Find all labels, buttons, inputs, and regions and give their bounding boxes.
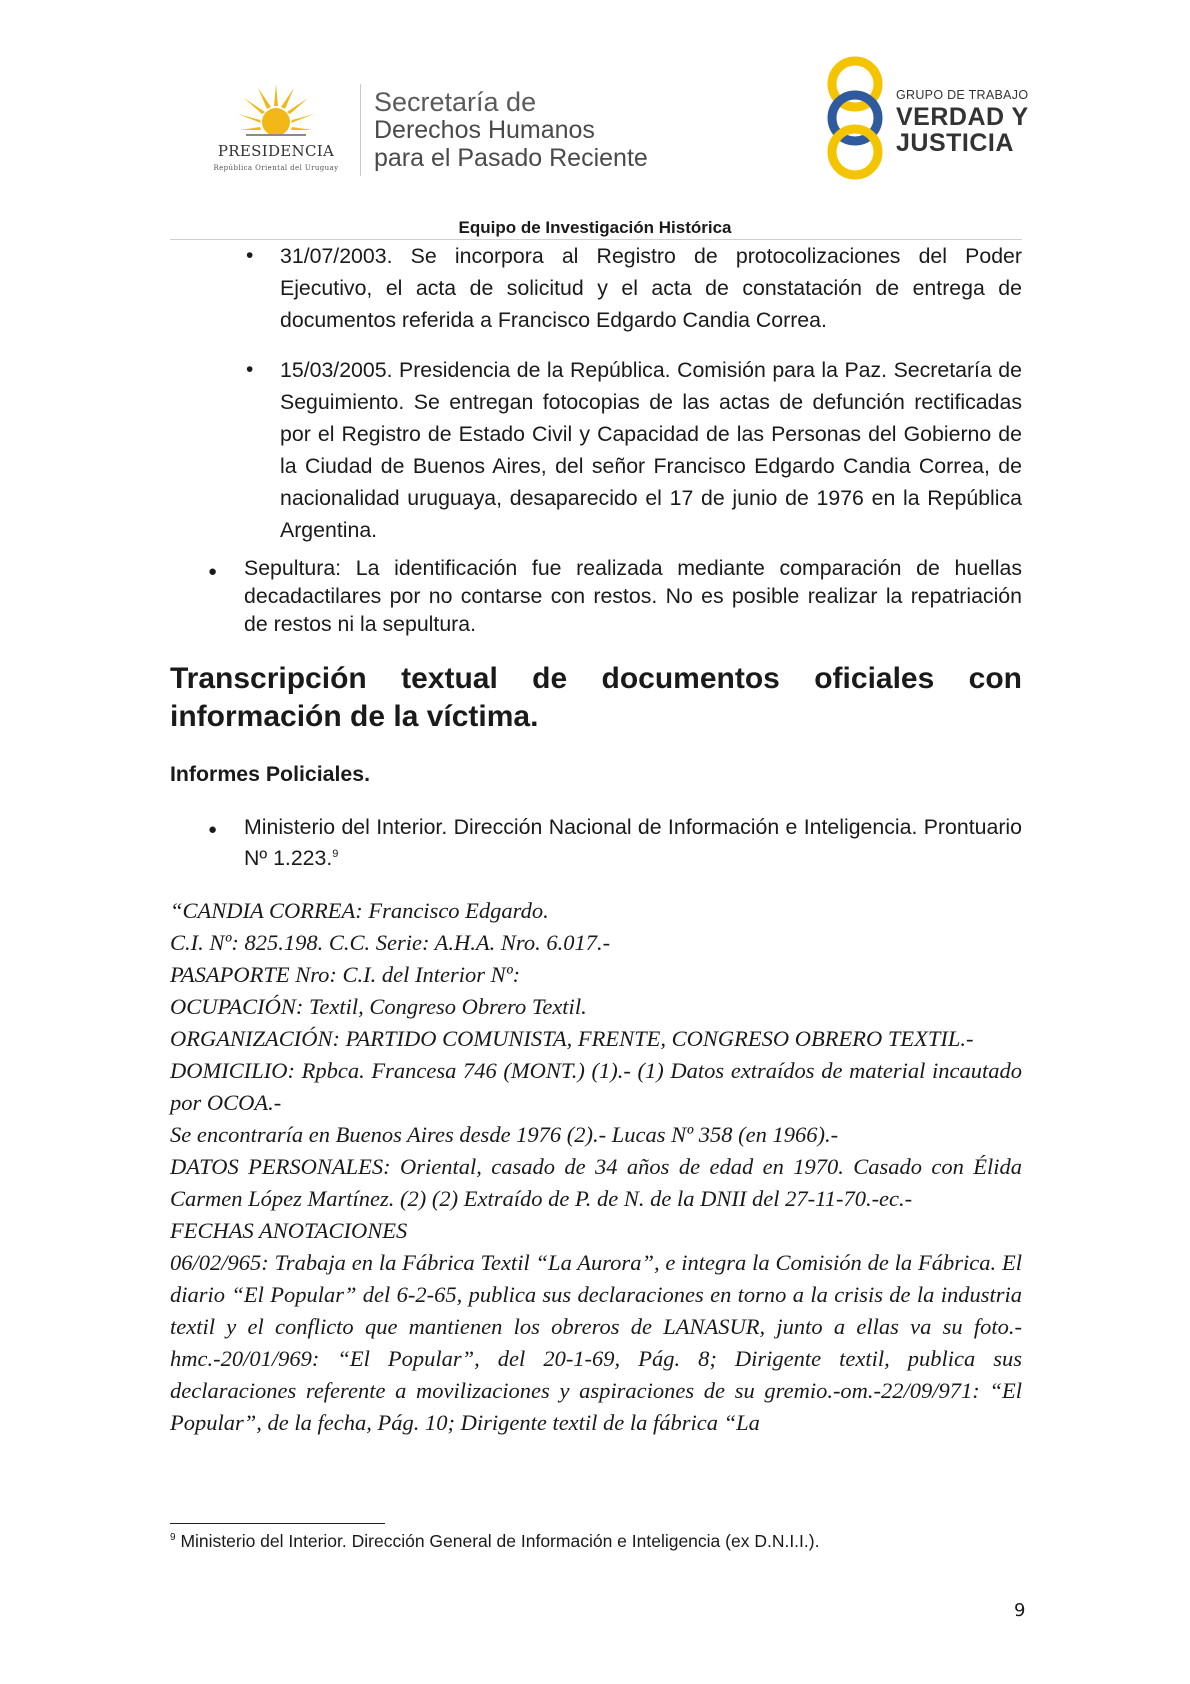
bullet-marker: ● (208, 821, 218, 838)
section-heading: Transcripción textual de documentos oficiales con información de la víctima. (170, 662, 1022, 733)
verdad-label: VERDAD Y (896, 103, 1029, 131)
grupo-trabajo-label: GRUPO DE TRABAJO (896, 88, 1029, 102)
footnote-number: 9 (170, 1532, 176, 1544)
footnote (170, 1530, 819, 1552)
transcript-line: DATOS PERSONALES: Oriental, casado de 34 años de edad en 1970. Casado con Élida Carmen López Martínez. (2) (2) Extraído de P. de N. de la DNII del 27-11-70.-ec.- (170, 1154, 1022, 1211)
informe-text: Ministerio del Interior. Dirección Nacional de Información e Inteligencia. Prontuario Nº 1.223. (244, 815, 1022, 870)
presidencia-wordmark: PRESIDENCIA (217, 142, 335, 160)
transcript-line: ORGANIZACIÓN: PARTIDO COMUNISTA, FRENTE, CONGRESO OBRERO TEXTIL.- (170, 1026, 974, 1051)
verdad-justicia-logo (822, 56, 1032, 180)
transcript-line: OCUPACIÓN: Textil, Congreso Obrero Textil. (170, 994, 587, 1019)
transcript-line: 06/02/965: Trabaja en la Fábrica Textil “La Aurora”, e integra la Comisión de la Fábrica. El diario “El Popular” del 6-2-65, publica sus declaraciones en torno a la crisis de la industria textil y el conflicto que mantienen los obreros de LANASUR, junto a ellas va su foto.-hmc.-20/01/969: “El Popular”, del 20-1-69, Pág. 8; Dirigente textil, publica sus declaraciones referente a movilizaciones y aspiraciones de su gremio.-om.-22/09/971: “El Popular”, de la fecha, Pág. 10; Dirigente textil de la fábrica “La (170, 1250, 1022, 1435)
sepultura-paragraph: Sepultura: La identificación fue realizada mediante comparación de huellas decadactilares por no contarse con restos. No es posible realizar la repatriación de restos ni la sepultura. (244, 556, 1022, 636)
justicia-label: JUSTICIA (896, 129, 1014, 157)
transcript-block (170, 895, 1022, 1439)
page-number: 9 (1014, 1600, 1026, 1621)
list-item: 15/03/2005. Presidencia de la República. Comisión para la Paz. Secretaría de Seguimiento. Se entregan fotocopias de las actas de defunción rectificadas por el Registro de Estado Civil y Capacidad de las Personas del Gobierno de la Ciudad de Buenos Aires, del señor Francisco Edgardo Candia Correa, de nacionalidad uruguaya, desaparecido el 17 de junio de 1976 en la República Argentina. (280, 358, 1022, 542)
transcript-line: Se encontraría en Buenos Aires desde 1976 (2).- Lucas Nº 358 (en 1966).- (170, 1122, 839, 1147)
team-title: Equipo de Investigación Histórica (458, 218, 732, 237)
transcript-line: “CANDIA CORREA: Francisco Edgardo. (170, 898, 549, 923)
transcript-line: DOMICILIO: Rpbca. Francesa 746 (MONT.) (1).- (1) Datos extraídos de material incautado por OCOA.- (170, 1058, 1022, 1115)
list-item: 31/07/2003. Se incorpora al Registro de protocolizaciones del Poder Ejecutivo, el acta de solicitud y el acta de constatación de entrega de documentos referida a Francisco Edgardo Candia Correa. (280, 244, 1022, 332)
bullet-marker: • (246, 358, 254, 381)
transcript-line: C.I. Nº: 825.198. C.C. Serie: A.H.A. Nro. 6.017.- (170, 930, 611, 955)
header-divider (360, 84, 361, 176)
footnote-text: Ministerio del Interior. Dirección General de Información e Inteligencia (ex D.N.I.I.). (180, 1531, 820, 1551)
presidencia-subtitle: República Oriental del Uruguay (213, 164, 339, 172)
presidencia-logo (198, 82, 354, 177)
footnote-ref: 9 (332, 847, 339, 860)
subheading: Informes Policiales. (170, 762, 371, 786)
interlocking-rings-icon (822, 56, 888, 180)
transcript-line: FECHAS ANOTACIONES (170, 1218, 408, 1243)
bullet-marker: • (246, 244, 254, 267)
secretaria-title (374, 88, 648, 172)
secretaria-line-2: Derechos Humanos (374, 116, 595, 144)
informe-item (244, 812, 1022, 874)
transcript-line: PASAPORTE Nro: C.I. del Interior Nº: (170, 962, 521, 987)
footnote-rule (170, 1523, 385, 1524)
secretaria-line-3: para el Pasado Reciente (374, 144, 648, 172)
sun-emblem-icon (236, 82, 316, 142)
secretaria-line-1: Secretaría de (374, 87, 537, 117)
bullet-marker: ● (208, 563, 218, 580)
